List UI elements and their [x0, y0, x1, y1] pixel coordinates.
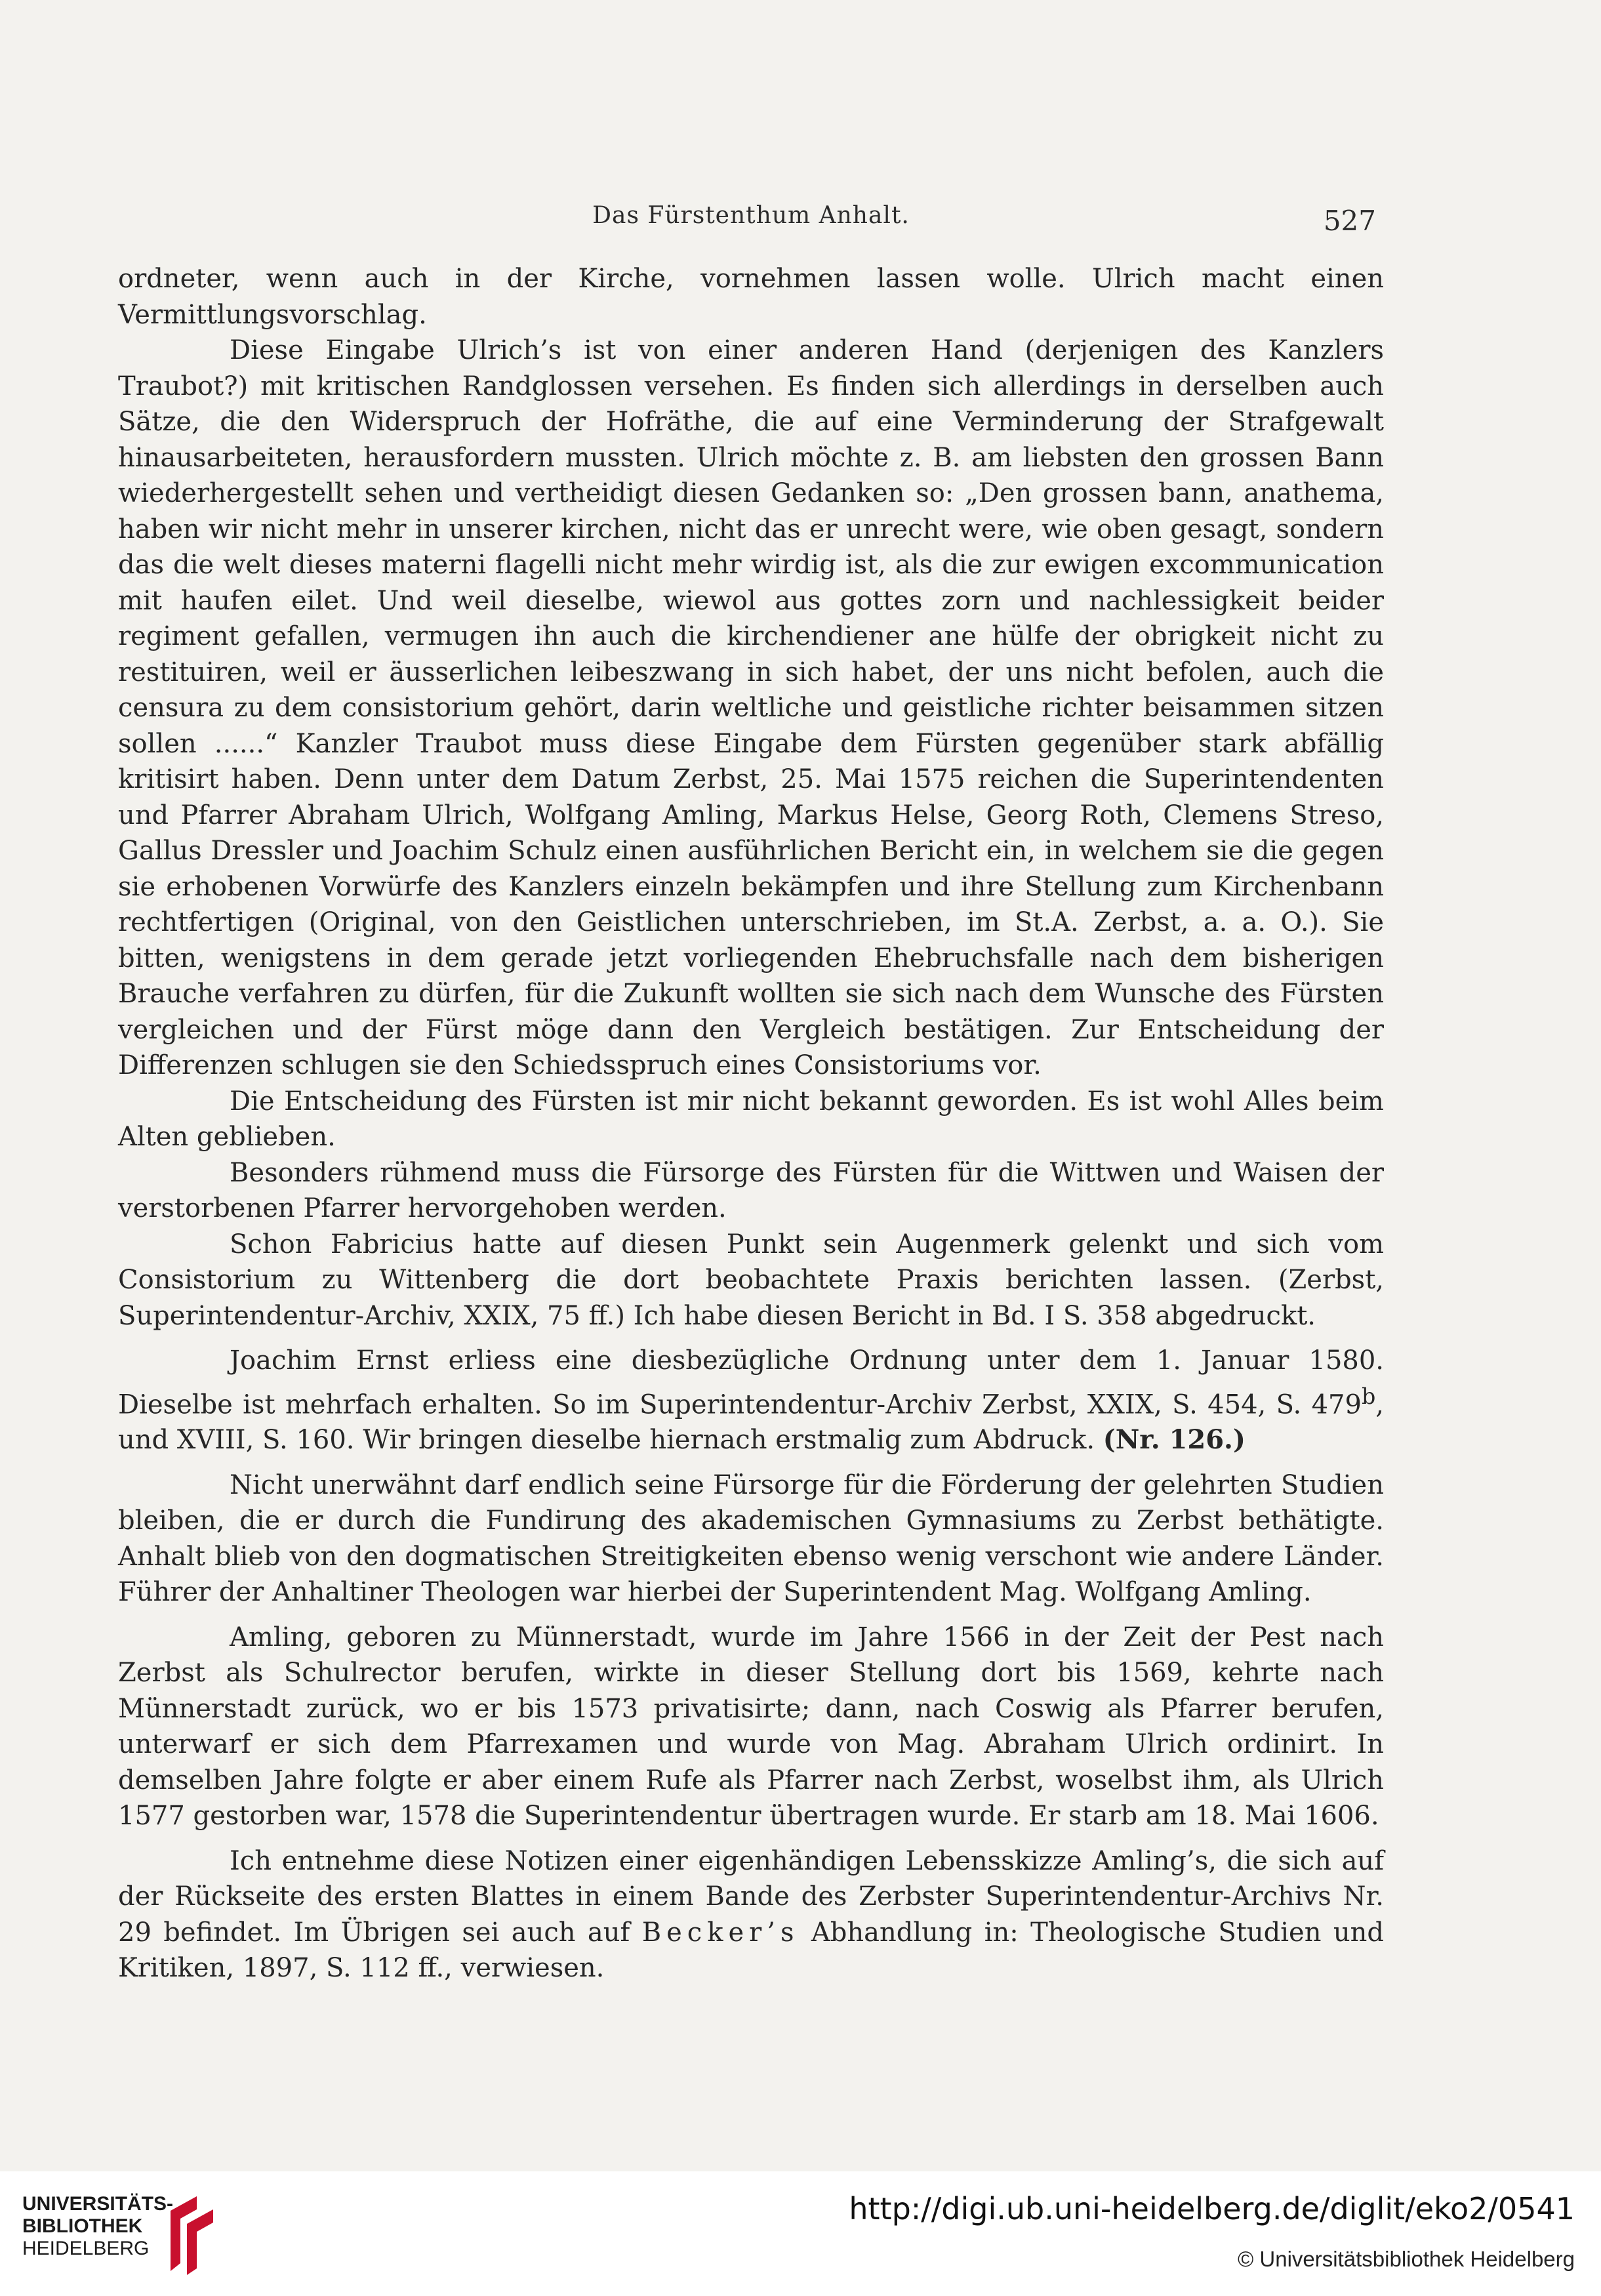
superscript: b — [1361, 1383, 1376, 1409]
logo-line: BIBLIOTHEK — [22, 2215, 143, 2237]
paragraph: Schon Fabricius hatte auf diesen Punkt sein Augenmerk gelenkt und sich vom Consistorium zu Wittenberg die dort beobachtete Praxis berichten lassen. (Zerbst, Superintendentur-Archiv, XXIX, 75 ff.) Ich habe diesen Bericht in Bd. I S. 358 abgedruckt. — [118, 1229, 1384, 1331]
permalink-url[interactable]: http://digi.ub.uni-heidelberg.de/diglit/eko2/0541 — [849, 2191, 1575, 2226]
paragraph-text: Ich entnehme diese Notizen einer eigenhändigen Lebensskizze Amling’s, die sich auf der Rückseite des ersten Blattes in einem Bande des Zerbster Superintendentur-Archivs Nr. 29 befindet. Im Übrigen sei auch auf — [118, 1845, 1384, 1948]
page-number: 527 — [1323, 205, 1376, 237]
paragraph-text: Joachim Ernst erliess eine diesbezügliche Ordnung unter dem 1. Januar 1580. Dieselbe ist mehrfach erhalten. So im Superintendentur-Archiv Zerbst, XXIX, S. 454, S. 479 — [118, 1345, 1384, 1420]
paragraph: Diese Eingabe Ulrich’s ist von einer anderen Hand (derjenigen des Kanzlers Traubot?) mit kritischen Randglossen versehen. Es finden sich allerdings in derselben auch Sätze, die den Widerspruch der Hofräthe, die auf eine Verminderung der Strafgewalt hinausarbeiteten, herausfordern mussten. Ulrich möchte z. B. am liebsten den grossen Bann wiederhergestellt sehen und vertheidigt diesen Gedanken so: „Den grossen bann, anathema, haben wir nicht mehr in unserer kirchen, nicht das er unrecht were, wie oben gesagt, sondern das die welt dieses materni flagelli nicht mehr wirdig ist, als die zur ewigen excommunication mit haufen eilet. Und weil dieselbe, wiewol aus gottes zorn und nachlessigkeit beider regiment gefallen, vermugen ihn auch die kirchendiener ane hülfe der obrigkeit nicht zu restituiren, weil er äusserlichen leibeszwang in sich habet, der uns nicht befolen, auch die censura zu dem consistorium gehört, darin weltliche und geistliche richter beisammen sitzen sollen ......“ Kanzler Traubot muss diese Eingabe dem Fürsten gegenüber stark abfällig kritisirt haben. Denn unter dem Datum Zerbst, 25. Mai 1575 reichen die Superintendenten und Pfarrer Abraham Ulrich, Wolfgang Amling, Markus Helse, Georg Roth, Clemens Streso, Gallus Dressler und Joachim Schulz einen ausführlichen Bericht ein, in welchem sie die gegen sie erhobenen Vorwürfe des Kanzlers einzeln bekämpfen und ihre Stellung zum Kirchenbann rechtfertigen (Original, von den Geistlichen unterschrieben, im St.A. Zerbst, a. a. O.). Sie bitten, wenigstens in dem gerade jetzt vorliegenden Ehebruchsfalle nach dem bisherigen Brauche verfahren zu dürfen, für die Zukunft wollten sie sich nach dem Wunsche des Fürsten vergleichen und der Fürst möge dann den Vergleich bestätigen. Zur Entscheidung der Differenzen schlugen sie den Schiedsspruch eines Consistoriums vor. — [118, 335, 1384, 1080]
paragraph-text: , und XVIII, S. 160. Wir bringen dieselbe hiernach erstmalig zum Abdruck. — [118, 1389, 1384, 1456]
paragraph — [118, 1843, 1384, 1986]
paragraph: Die Entscheidung des Fürsten ist mir nicht bekannt geworden. Es ist wohl Alles beim Alten geblieben. — [118, 1086, 1384, 1152]
running-title: Das Fürstenthum Anhalt. — [592, 202, 910, 229]
footer-bar — [0, 2171, 1601, 2296]
logo-line: UNIVERSITÄTS- — [22, 2193, 174, 2215]
copyright-notice: © Universitätsbibliothek Heidelberg — [1237, 2247, 1575, 2271]
paragraph: Amling, geboren zu Münnerstadt, wurde im Jahre 1566 in der Zeit der Pest nach Zerbst als Schulrector berufen, wirkte in dieser Stellung dort bis 1569, kehrte nach Münnerstadt zurück, wo er bis 1573 privatisirte; dann, nach Coswig als Pfarrer berufen, unterwarf er sich dem Pfarrexamen und wurde von Mag. Abraham Ulrich ordinirt. In demselben Jahre folgte er aber einem Rufe als Pfarrer nach Zerbst, woselbst ihm, als Ulrich 1577 gestorben war, 1578 die Superintendentur übertragen wurde. Er starb am 18. Mai 1606. — [118, 1622, 1384, 1832]
document-reference: (Nr. 126.) — [1103, 1424, 1246, 1456]
body-text — [118, 261, 1384, 1986]
library-logo-icon — [157, 2191, 223, 2276]
paragraph: Nicht unerwähnt darf endlich seine Fürsorge für die Förderung der gelehrten Studien bleiben, die er durch die Fundirung des akademischen Gymnasiums zu Zerbst bethätigte. Anhalt blieb von den dogmatischen Streitigkeiten ebenso wenig verschont wie andere Länder. Führer der Anhaltiner Theologen war hierbei der Superintendent Mag. Wolfgang Amling. — [118, 1469, 1384, 1608]
library-logo — [22, 2193, 173, 2260]
paragraph — [118, 1343, 1384, 1458]
paragraph: Besonders rühmend muss die Fürsorge des Fürsten für die Wittwen und Waisen der verstorbenen Pfarrer hervorgehoben werden. — [118, 1157, 1384, 1223]
author-name: Becker’s — [641, 1917, 800, 1948]
paragraph-text: Abhandlung in: Theologische Studien und Kritiken, 1897, S. 112 ff., verwiesen. — [118, 1917, 1384, 1984]
paragraph: ordneter, wenn auch in der Kirche, vornehmen lassen wolle. Ulrich macht einen Vermittlungsvorschlag. — [118, 264, 1384, 330]
page-header — [118, 202, 1384, 241]
logo-line: HEIDELBERG — [22, 2238, 150, 2259]
